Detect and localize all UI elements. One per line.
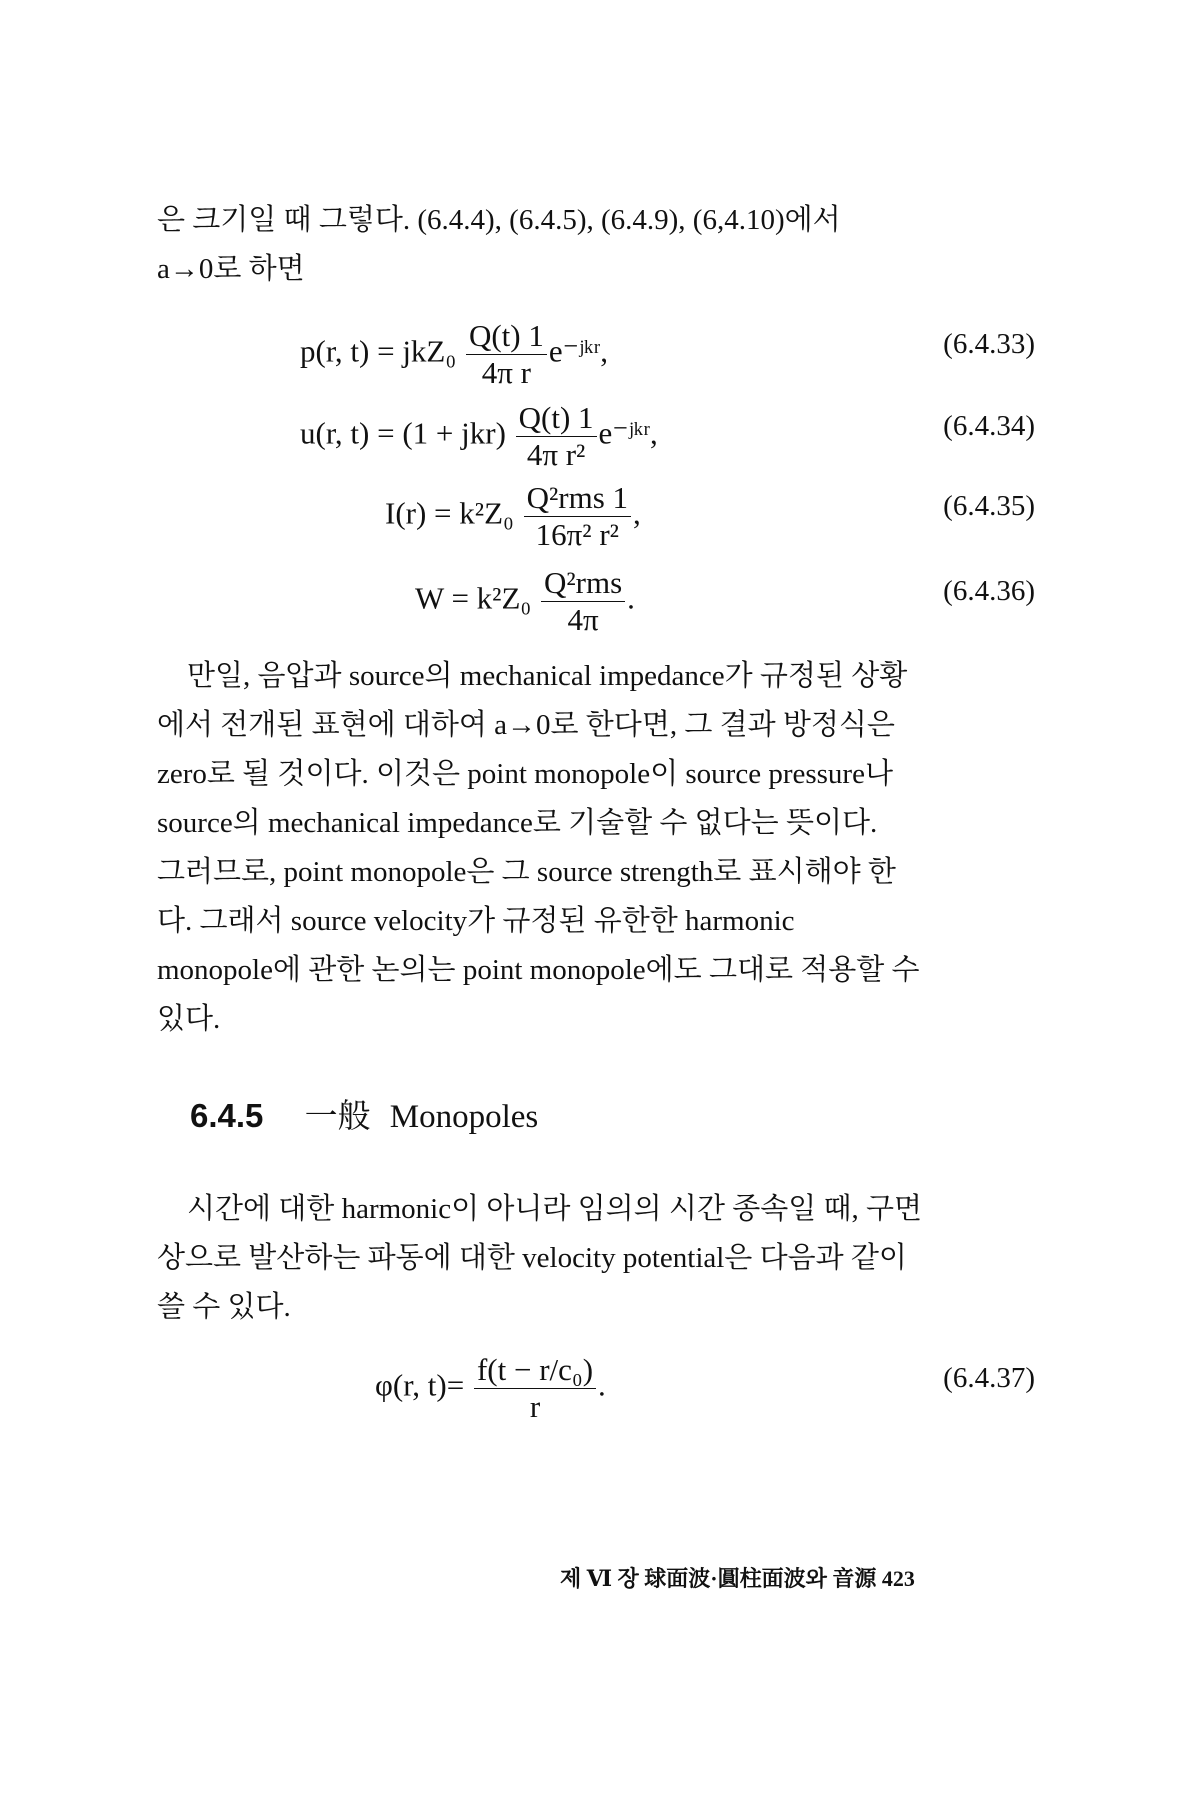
text-line: 쓸 수 있다. bbox=[157, 1291, 291, 1323]
text-line: zero로 될 것이다. 이것은 point monopole이 source pressure나 bbox=[157, 758, 893, 790]
text-line: source의 mechanical impedance로 기술할 수 없다는 뜻이다. bbox=[157, 807, 878, 839]
text-line: 그러므로, point monopole은 그 source strength로 표시해야 한 bbox=[157, 856, 896, 888]
eq-denominator: 4π r² bbox=[526, 436, 586, 472]
text-line: monopole에 관한 논의는 point monopole에도 그대로 적용할 수 bbox=[157, 954, 920, 986]
equation-6-4-37 bbox=[375, 1352, 606, 1424]
eq-numerator: Q(t) 1 bbox=[466, 318, 547, 355]
equation-6-4-35 bbox=[385, 480, 641, 552]
section-number: 6.4.5 bbox=[190, 1097, 264, 1134]
eq-tail: e⁻ʲᵏʳ, bbox=[598, 415, 658, 451]
eq-lhs: u(r, t) = (1 + jkr) bbox=[300, 415, 506, 451]
eq-denominator: 4π r bbox=[481, 354, 531, 390]
eq-tail: . bbox=[627, 580, 635, 616]
intro-paragraph bbox=[157, 196, 1037, 294]
text-line: 다. 그래서 source velocity가 규정된 유한한 harmonic bbox=[157, 905, 795, 937]
eq-lhs: p(r, t) = jkZ₀ bbox=[300, 333, 457, 369]
eq-numerator: Q(t) 1 bbox=[516, 400, 597, 437]
running-footer: 제 Ⅵ 장 球面波·圓柱面波와 音源 423 bbox=[560, 1566, 915, 1591]
section-title: Monopoles bbox=[389, 1099, 539, 1135]
text-line: 만일, 음압과 source의 mechanical impedance가 규정된 상황 bbox=[187, 660, 908, 692]
equation-number: (6.4.34) bbox=[943, 410, 1035, 442]
eq-denominator: 4π bbox=[567, 601, 599, 637]
eq-denominator: 16π² r² bbox=[535, 516, 619, 552]
text-line: 상으로 발산하는 파동에 대한 velocity potential은 다음과 같이 bbox=[157, 1242, 907, 1274]
section-heading bbox=[190, 1090, 538, 1137]
equation-number: (6.4.37) bbox=[943, 1362, 1035, 1394]
paragraph-2 bbox=[157, 1185, 1037, 1332]
eq-lhs: I(r) = k²Z₀ bbox=[385, 495, 514, 531]
equation-6-4-34 bbox=[300, 400, 658, 472]
equation-6-4-33 bbox=[300, 318, 608, 390]
equation-6-4-36 bbox=[415, 565, 635, 637]
text-line: 시간에 대한 harmonic이 아니라 임의의 시간 종속일 때, 구면 bbox=[187, 1193, 923, 1225]
eq-lhs: W = k²Z₀ bbox=[415, 580, 532, 616]
eq-numerator: f(t − r/c₀) bbox=[474, 1352, 596, 1389]
eq-numerator: Q²rms 1 bbox=[524, 480, 631, 517]
text-line: 있다. bbox=[157, 1003, 221, 1035]
eq-tail: . bbox=[598, 1367, 606, 1403]
text-line: 에서 전개된 표현에 대하여 a→0로 한다면, 그 결과 방정식은 bbox=[157, 709, 895, 741]
eq-numerator: Q²rms bbox=[541, 565, 625, 602]
equation-number: (6.4.36) bbox=[943, 575, 1035, 607]
equation-number: (6.4.33) bbox=[943, 328, 1035, 360]
paragraph-1 bbox=[157, 652, 1037, 1044]
eq-tail: e⁻ʲᵏʳ, bbox=[548, 333, 609, 369]
section-title-cjk: 一般 bbox=[304, 1099, 371, 1135]
equation-number: (6.4.35) bbox=[943, 490, 1035, 522]
eq-denominator: r bbox=[529, 1388, 541, 1424]
intro-line: 은 크기일 때 그렇다. (6.4.4), (6.4.5), (6.4.9), (6,4.10)에서 bbox=[157, 204, 841, 236]
intro-line: a→0로 하면 bbox=[157, 253, 305, 285]
eq-tail: , bbox=[633, 495, 641, 531]
eq-lhs: φ(r, t)= bbox=[375, 1367, 465, 1403]
